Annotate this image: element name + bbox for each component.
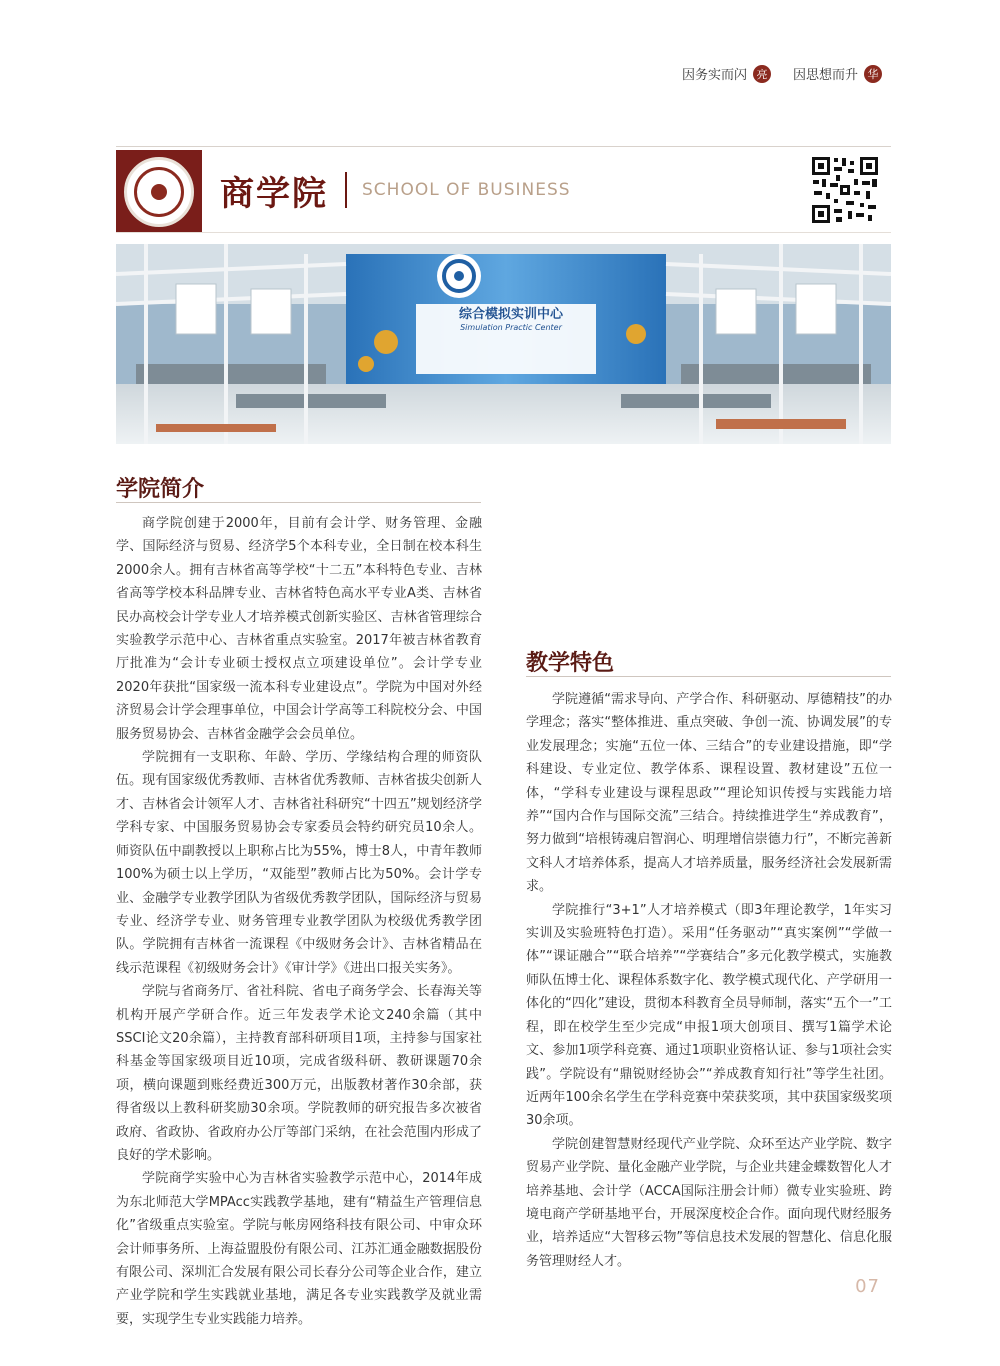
intro-section-rule (116, 502, 481, 503)
training-center-photo (116, 244, 891, 444)
intro-section-title: 学院简介 (116, 477, 205, 502)
features-paragraph-1: 学院遵循“需求导向、产学合作、科研驱动、厚德精技”的办学理念；落实“整体推进、重点突破、争创一流、协调发展”的专业发展理念；实施“五位一体、三结合”的专业建设措施，即“学科建设、专业定位、教学体系、课程设置、教材建设”五位一体，“学科专业建设与课程思政”“理论知识传授与实践能力培养”“国内合作与国际交流”三结合。持续推进学生“养成教育”，努力做到“培根铸魂启智润心、明理增信崇德力行”，不断完善新文科人才培养体系，提高人才培养质量，服务经济社会发展新需求。 (526, 692, 892, 895)
college-name: 商学院 (220, 174, 328, 214)
slogan-seal-1: 亮 (753, 65, 771, 83)
intro-column (116, 512, 482, 1331)
page-number: 07 (855, 1276, 880, 1297)
intro-paragraph-4: 学院商学实验中心为吉林省实验教学示范中心，2014年成为东北师范大学MPAcc实践教学基地，建有“精益生产管理信息化”省级重点实验室。学院与帐房网络科技有限公司、中审众环会计师事务所、上海益盟股份有限公司、江苏汇通金融数据股份有限公司、深圳汇合发展有限公司长春分公司等企业合作，建立产业学院和学生实践就业基地，满足各专业实践教学及就业需要，实现学生专业实践能力培养。 (116, 1171, 482, 1327)
intro-paragraph-3: 学院与省商务厅、省社科院、省电子商务学会、长春海关等机构开展产学研合作。近三年发表学术论文240余篇（其中SSCI论文20余篇），主持教育部科研项目1项，主持参与国家社科基金等国家级项目近10项，完成省级科研、教研课题70余项，横向课题到账经费近300万元，出版教材著作30余部，获得省级以上教科研奖励30余项。学院教师的研究报告多次被省政府、省政协、省政府办公厅等部门采纳，在社会范围内形成了良好的学术影响。 (116, 984, 482, 1163)
slogan-text-2: 因思想而升 (792, 68, 858, 83)
title-divider (345, 172, 347, 208)
features-paragraph-3: 学院创建智慧财经现代产业学院、众环至达产业学院、数字贸易产业学院、量化金融产业学院，与企业共建金蝶数智化人才培养基地、会计学（ACCA国际注册会计师）微专业实验班、跨境电商产学研基地平台，开展深度校企合作。面向现代财经服务业，培养适应“大智移云物”等信息技术发展的智慧化、信息化服务管理财经人才。 (526, 1136, 892, 1269)
slogan-seal-2: 华 (864, 65, 882, 83)
banner-sign-subtitle: Simulation Practic Center (460, 323, 562, 332)
banner-sign-title: 综合模拟实训中心 (458, 307, 564, 322)
intro-paragraph-2: 学院拥有一支职称、年龄、学历、学缘结构合理的师资队伍。现有国家级优秀教师、吉林省优秀教师、吉林省拔尖创新人才、吉林省会计领军人才、吉林省社科研究“十四五”规划经济学学科专家、中国服务贸易协会专家委员会特约研究员10余人。师资队伍中副教授以上职称占比为55%，博士8人，中青年教师100%为硕士以上学历，“双能型”教师占比为50%。会计学专业、金融学专业教学团队为省级优秀教学团队，国际经济与贸易专业、经济学专业、财务管理专业教学团队为校级优秀教学团队。学院拥有吉林省一流课程《中级财务会计》、吉林省精品在线示范课程《初级财务会计》《审计学》《进出口报关实务》。 (116, 750, 482, 976)
college-name-en: SCHOOL OF BUSINESS (362, 180, 571, 200)
header-rule (116, 146, 891, 147)
slogan-text-1: 因务实而闪 (681, 68, 747, 83)
intro-paragraph-1: 商学院创建于2000年，目前有会计学、财务管理、金融学、国际经济与贸易、经济学5个本科专业，全日制在校本科生2000余人。拥有吉林省高等学校“十二五”本科特色专业、吉林省高等学校本科品牌专业、吉林省特色高水平专业A类、吉林省民办高校会计学专业人才培养模式创新实验区、吉林省管理综合实验教学示范中心、吉林省重点实验室。2017年被吉林省教育厅批准为“会计专业硕士授权点立项建设单位”。会计学专业2020年获批“国家级一流本科专业建设点”。学院为中国对外经济贸易会计学会理事单位，中国会计学高等工科院校分会、中国服务贸易协会、吉林省金融学会会员单位。 (116, 516, 482, 742)
header-slogan (682, 64, 882, 83)
college-logo (116, 150, 202, 233)
features-section-rule (526, 676, 891, 677)
features-column (526, 688, 892, 1273)
features-section-title: 教学特色 (526, 651, 615, 676)
qr-code-icon[interactable] (810, 155, 880, 225)
header-underline (116, 232, 891, 233)
features-paragraph-2: 学院推行“3+1”人才培养模式（即3年理论教学，1年实习实训及实验班特色打造）。采用“任务驱动”“真实案例”“学做一体”“课证融合”“联合培养”“学赛结合”多元化教学模式，实施教师队伍博士化、课程体系数字化、教学模式现代化、产学研用一体化的“四化”建设，贯彻本科教育全员导师制，落实“五个一”工程，即在校学生至少完成“申报1项大创项目、撰写1篇学术论文、参加1项学科竞赛、通过1项职业资格认证、参与1项社会实践”。学院设有“鼎锐财经协会”“养成教育知行社”等学生社团。近两年100余名学生在学科竞赛中荣获奖项，其中获国家级奖项30余项。 (526, 902, 892, 1129)
